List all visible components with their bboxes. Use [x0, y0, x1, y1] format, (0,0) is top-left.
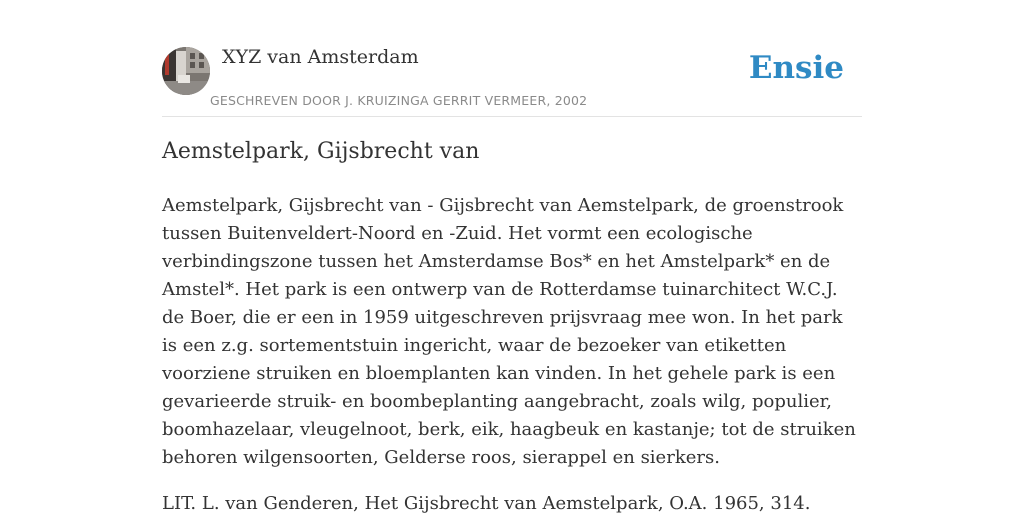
article-title: Aemstelpark, Gijsbrecht van — [162, 139, 480, 164]
article-header — [162, 40, 862, 117]
city-street-photo-icon — [162, 47, 210, 95]
byline: GESCHREVEN DOOR J. KRUIZINGA GERRIT VERMEER, 2002 — [210, 93, 588, 108]
source-avatar[interactable] — [162, 47, 210, 95]
article-body: Aemstelpark, Gijsbrecht van - Gijsbrecht van Aemstelpark, de groenstrook tussen Buitenveldert-Noord en -Zuid. Het vormt een ecologische verbindingszone tussen het Amsterdamse Bos* en het Amstelpark* en de Amstel*. Het park is een ontwerp van de Rotterdamse tuinarchitect W.C.J. de Boer, die er een in 1959 uitgeschreven prijsvraag mee won. In het park is een z.g. sortementstuin ingericht, waar de bezoeker van etiketten voorziene struiken en bloemplanten kan vinden. In het gehele park is een gevarieerde struik- en boombeplanting aangebracht, zoals wilg, populier, boomhazelaar, vleugelnoot, berk, eik, haagbeuk en kastanje; tot de struiken behoren wilgensoorten, Gelderse roos, sierappel en sierkers. — [162, 195, 856, 468]
brand-logo[interactable]: Ensie — [748, 50, 844, 86]
source-name[interactable]: XYZ van Amsterdam — [222, 46, 419, 68]
article-literature: LIT. L. van Genderen, Het Gijsbrecht van Aemstelpark, O.A. 1965, 314. — [162, 493, 811, 514]
